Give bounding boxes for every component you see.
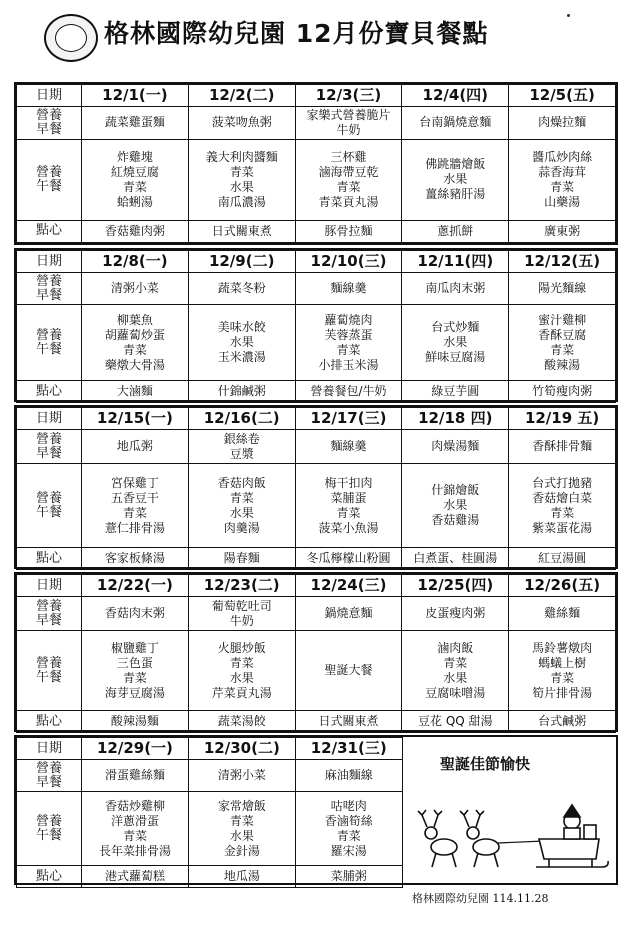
menu-line: 營養 bbox=[35, 431, 62, 447]
day-lunch bbox=[82, 631, 189, 711]
menu-line: 宮保雞丁 bbox=[110, 475, 159, 490]
day-breakfast bbox=[188, 597, 295, 631]
menu-line: 南瓜濃湯 bbox=[217, 194, 266, 209]
day-breakfast bbox=[295, 273, 402, 305]
week-block bbox=[14, 82, 618, 245]
reindeer-icon bbox=[418, 810, 457, 867]
day-lunch bbox=[295, 792, 402, 866]
day-breakfast bbox=[509, 430, 616, 464]
menu-line: 營養 bbox=[35, 273, 62, 289]
menu-line: 營養 bbox=[35, 813, 62, 829]
row-snack bbox=[17, 381, 616, 403]
week-block bbox=[14, 572, 618, 732]
menu-line: 美味水餃 bbox=[217, 320, 266, 334]
day-date: 12/31(三) bbox=[295, 738, 402, 760]
menu-line: 營養 bbox=[35, 760, 62, 776]
row-date bbox=[17, 85, 616, 107]
menu-line: 早餐 bbox=[35, 774, 62, 790]
day-lunch bbox=[82, 139, 189, 220]
page-title: 格林國際幼兒園 12月份寶貝餐點 bbox=[104, 19, 489, 48]
menu-line: 皮蛋瘦肉粥 bbox=[425, 606, 486, 620]
menu-line: 青菜 bbox=[122, 342, 147, 357]
day-date: 12/22(一) bbox=[82, 575, 189, 597]
menu-line: 鮮味豆腐湯 bbox=[425, 350, 486, 364]
menu-line: 麵線羹 bbox=[330, 281, 367, 295]
menu-line: 椒鹽雞丁 bbox=[110, 640, 159, 655]
menu-line: 蒜香海茸 bbox=[538, 164, 587, 179]
day-snack: 什錦鹹粥 bbox=[188, 381, 295, 403]
menu-line: 青菜 bbox=[550, 342, 575, 357]
row-label-snack: 點心 bbox=[17, 220, 82, 242]
day-snack: 港式蘿蔔糕 bbox=[82, 866, 189, 888]
menu-line: 菜脯蛋 bbox=[330, 490, 367, 505]
day-breakfast bbox=[82, 430, 189, 464]
day-breakfast bbox=[402, 273, 509, 305]
day-date: 12/9(二) bbox=[188, 251, 295, 273]
row-label-date: 日期 bbox=[17, 85, 82, 107]
day-date: 12/12(五) bbox=[509, 251, 616, 273]
row-date bbox=[17, 408, 616, 430]
row-label-breakfast bbox=[17, 597, 82, 631]
day-date: 12/18 四) bbox=[402, 408, 509, 430]
santa-sleigh-icon bbox=[536, 805, 608, 867]
day-lunch bbox=[509, 464, 616, 548]
menu-line: 營養 bbox=[35, 598, 62, 614]
menu-line: 咕咾肉 bbox=[330, 798, 367, 813]
day-date: 12/30(二) bbox=[188, 738, 295, 760]
menu-line: 青菜 bbox=[229, 813, 254, 828]
day-snack: 客家板條湯 bbox=[82, 548, 189, 570]
menu-line: 水果 bbox=[443, 335, 468, 349]
menu-line: 午餐 bbox=[35, 341, 62, 357]
row-date bbox=[17, 251, 616, 273]
menu-line: 地瓜粥 bbox=[116, 439, 153, 453]
day-date: 12/10(三) bbox=[295, 251, 402, 273]
week-block bbox=[14, 248, 618, 402]
day-lunch bbox=[402, 464, 509, 548]
day-date: 12/2(二) bbox=[188, 85, 295, 107]
menu-line: 南瓜肉末粥 bbox=[425, 281, 486, 295]
menu-line: 香菇肉末粥 bbox=[104, 606, 165, 620]
menu-line: 青菜 bbox=[122, 670, 147, 685]
week-menu-table bbox=[16, 407, 616, 570]
menu-line: 洋蔥滑蛋 bbox=[110, 813, 159, 828]
day-snack: 廣東粥 bbox=[509, 220, 616, 242]
menu-line: 蔬菜雞蛋麵 bbox=[104, 115, 165, 130]
row-label-snack: 點心 bbox=[17, 381, 82, 403]
footer-note: 格林國際幼兒園 114.11.28 bbox=[412, 892, 549, 905]
christmas-greeting: 聖誕佳節愉快 bbox=[440, 755, 531, 773]
menu-line: 早餐 bbox=[35, 612, 62, 628]
menu-line: 五香豆干 bbox=[110, 490, 159, 505]
day-date: 12/19 五) bbox=[509, 408, 616, 430]
menu-line: 滷肉飯 bbox=[437, 640, 474, 655]
day-lunch bbox=[295, 139, 402, 220]
day-breakfast bbox=[509, 273, 616, 305]
menu-line: 青菜 bbox=[229, 490, 254, 505]
day-breakfast bbox=[295, 430, 402, 464]
menu-line: 麵線羹 bbox=[330, 439, 367, 453]
menu-line: 紅燒豆腐 bbox=[110, 164, 159, 179]
day-snack: 陽春麵 bbox=[188, 548, 295, 570]
menu-line: 酸辣湯 bbox=[544, 357, 581, 372]
row-label-snack: 點心 bbox=[17, 548, 82, 570]
row-lunch bbox=[17, 305, 616, 381]
menu-line: 午餐 bbox=[35, 669, 62, 685]
row-snack bbox=[17, 548, 616, 570]
menu-line: 菠菜小魚湯 bbox=[318, 520, 379, 535]
day-date: 12/24(三) bbox=[295, 575, 402, 597]
menu-line: 馬鈴薯燉肉 bbox=[532, 640, 593, 655]
menu-line: 炸雞塊 bbox=[116, 149, 153, 164]
menu-line: 薑絲豬肝湯 bbox=[425, 187, 486, 202]
menu-line: 青菜貢丸湯 bbox=[318, 194, 379, 209]
menu-line: 水果 bbox=[443, 498, 468, 512]
row-label-date: 日期 bbox=[17, 575, 82, 597]
day-lunch bbox=[402, 139, 509, 220]
day-breakfast bbox=[82, 760, 189, 792]
menu-line: 玉米濃湯 bbox=[217, 350, 266, 364]
menu-line: 芙蓉蒸蛋 bbox=[324, 327, 373, 342]
day-lunch bbox=[509, 305, 616, 381]
menu-line: 梅干扣肉 bbox=[324, 475, 373, 490]
day-snack: 豚骨拉麵 bbox=[295, 220, 402, 242]
menu-line: 藥燉大骨湯 bbox=[104, 357, 165, 372]
menu-line: 早餐 bbox=[35, 121, 62, 137]
menu-line: 午餐 bbox=[35, 827, 62, 843]
day-snack: 冬瓜檸檬山粉圓 bbox=[295, 548, 402, 570]
menu-line: 青菜 bbox=[229, 164, 254, 179]
day-breakfast bbox=[82, 273, 189, 305]
day-lunch bbox=[82, 792, 189, 866]
menu-line: 家樂式營養脆片 bbox=[306, 107, 391, 122]
day-date: 12/11(四) bbox=[402, 251, 509, 273]
menu-line: 水果 bbox=[229, 828, 254, 843]
menu-line: 清粥小菜 bbox=[217, 768, 266, 782]
day-lunch bbox=[402, 631, 509, 711]
day-date: 12/26(五) bbox=[509, 575, 616, 597]
row-breakfast bbox=[17, 430, 616, 464]
day-breakfast bbox=[402, 107, 509, 139]
menu-line: 青菜 bbox=[122, 505, 147, 520]
row-label-lunch bbox=[17, 305, 82, 381]
row-breakfast bbox=[17, 273, 616, 305]
menu-line: 水果 bbox=[443, 172, 468, 187]
menu-line: 青菜 bbox=[336, 342, 361, 357]
day-breakfast bbox=[402, 597, 509, 631]
day-lunch bbox=[82, 305, 189, 381]
menu-line: 蘿蔔燒肉 bbox=[324, 312, 373, 327]
day-snack: 地瓜湯 bbox=[188, 866, 295, 888]
day-lunch bbox=[509, 139, 616, 220]
menu-line: 醬瓜炒肉絲 bbox=[532, 149, 593, 164]
week-menu-table bbox=[16, 84, 616, 243]
row-breakfast bbox=[17, 597, 616, 631]
menu-line: 營養 bbox=[35, 655, 62, 671]
menu-line: 蜜汁雞柳 bbox=[538, 312, 587, 327]
day-snack: 日式關東煮 bbox=[188, 220, 295, 242]
day-lunch bbox=[295, 631, 402, 711]
menu-line: 牛奶 bbox=[336, 122, 361, 137]
day-date: 12/23(二) bbox=[188, 575, 295, 597]
menu-line: 水果 bbox=[229, 179, 254, 194]
menu-line: 火腿炒飯 bbox=[217, 640, 266, 655]
menu-line: 金針湯 bbox=[223, 843, 260, 858]
menu-line: 銀絲卷 bbox=[223, 431, 260, 446]
day-breakfast bbox=[295, 597, 402, 631]
menu-line: 香酥排骨麵 bbox=[532, 439, 593, 453]
menu-line: 水果 bbox=[229, 335, 254, 349]
day-snack: 白煮蛋、桂圓湯 bbox=[402, 548, 509, 570]
day-date: 12/16(二) bbox=[188, 408, 295, 430]
day-date: 12/4(四) bbox=[402, 85, 509, 107]
day-lunch bbox=[188, 139, 295, 220]
day-breakfast bbox=[188, 273, 295, 305]
day-lunch bbox=[188, 631, 295, 711]
menu-line: 青菜 bbox=[336, 828, 361, 843]
day-snack: 蔥抓餅 bbox=[402, 220, 509, 242]
day-snack: 綠豆芋圓 bbox=[402, 381, 509, 403]
day-date: 12/3(三) bbox=[295, 85, 402, 107]
menu-line: 海芽豆腐湯 bbox=[104, 685, 165, 700]
menu-line: 麻油麵線 bbox=[324, 768, 373, 782]
menu-line: 豆漿 bbox=[229, 446, 254, 461]
day-lunch bbox=[82, 464, 189, 548]
day-lunch bbox=[402, 305, 509, 381]
menu-line: 青菜 bbox=[122, 179, 147, 194]
menu-line: 午餐 bbox=[35, 178, 62, 194]
day-date: 12/15(一) bbox=[82, 408, 189, 430]
menu-line: 青菜 bbox=[550, 179, 575, 194]
menu-line: 家常燴飯 bbox=[217, 798, 266, 813]
menu-line: 筍片排骨湯 bbox=[532, 685, 593, 700]
menu-line: 青菜 bbox=[550, 670, 575, 685]
day-snack: 大滷麵 bbox=[82, 381, 189, 403]
day-lunch bbox=[188, 464, 295, 548]
day-date: 12/17(三) bbox=[295, 408, 402, 430]
day-lunch bbox=[295, 305, 402, 381]
day-snack: 菜脯粥 bbox=[295, 866, 402, 888]
day-breakfast bbox=[188, 760, 295, 792]
menu-line: 蛤蜊湯 bbox=[116, 194, 153, 209]
row-label-breakfast bbox=[17, 273, 82, 305]
menu-line: 青菜 bbox=[443, 655, 468, 670]
menu-line: 義大利肉醬麵 bbox=[205, 149, 278, 164]
menu-line: 早餐 bbox=[35, 287, 62, 303]
menu-line: 三色蛋 bbox=[116, 655, 153, 670]
day-breakfast bbox=[402, 430, 509, 464]
menu-line: 陽光麵線 bbox=[538, 281, 587, 295]
menu-line: 青菜 bbox=[550, 505, 575, 520]
menu-line: 三杯雞 bbox=[330, 149, 367, 164]
row-label-breakfast bbox=[17, 430, 82, 464]
row-label-date: 日期 bbox=[17, 408, 82, 430]
menu-line: 菠菜吻魚粥 bbox=[211, 115, 272, 130]
day-date: 12/1(一) bbox=[82, 85, 189, 107]
menu-line: 肉羹湯 bbox=[223, 520, 260, 535]
day-snack: 香菇雞肉粥 bbox=[82, 220, 189, 242]
day-breakfast bbox=[509, 107, 616, 139]
menu-line: 山藥湯 bbox=[544, 194, 581, 209]
day-breakfast bbox=[82, 597, 189, 631]
menu-line: 佛跳牆燴飯 bbox=[425, 157, 486, 172]
kindergarten-logo-icon bbox=[44, 14, 98, 62]
menu-line: 水果 bbox=[443, 670, 468, 685]
menu-line: 營養 bbox=[35, 327, 62, 343]
christmas-sleigh-illustration-icon bbox=[414, 795, 614, 875]
menu-line: 青菜 bbox=[336, 179, 361, 194]
day-lunch bbox=[509, 631, 616, 711]
menu-line: 柳葉魚 bbox=[116, 312, 153, 327]
day-snack: 紅豆湯圓 bbox=[509, 548, 616, 570]
menu-line: 雞絲麵 bbox=[544, 606, 581, 620]
day-snack: 蔬菜湯餃 bbox=[188, 711, 295, 733]
day-breakfast bbox=[188, 107, 295, 139]
day-snack: 酸辣湯麵 bbox=[82, 711, 189, 733]
day-snack: 竹筍瘦肉粥 bbox=[509, 381, 616, 403]
menu-line: 營養 bbox=[35, 164, 62, 180]
row-breakfast bbox=[17, 107, 616, 139]
row-label-lunch bbox=[17, 631, 82, 711]
row-label-breakfast bbox=[17, 107, 82, 139]
row-date bbox=[17, 575, 616, 597]
week-menu-table bbox=[16, 250, 616, 403]
menu-line: 青菜 bbox=[229, 655, 254, 670]
menu-line: 芹菜貢丸湯 bbox=[211, 685, 272, 700]
menu-line: 青菜 bbox=[336, 505, 361, 520]
menu-line: 香菇雞湯 bbox=[431, 513, 480, 527]
row-label-lunch bbox=[17, 139, 82, 220]
week-menu-table bbox=[16, 574, 616, 733]
menu-line: 營養 bbox=[35, 107, 62, 123]
day-breakfast bbox=[295, 760, 402, 792]
menu-line: 台式炒麵 bbox=[431, 320, 480, 334]
row-lunch bbox=[17, 139, 616, 220]
menu-line: 薏仁排骨湯 bbox=[104, 520, 165, 535]
day-breakfast bbox=[295, 107, 402, 139]
menu-line: 滷海帶豆乾 bbox=[318, 164, 379, 179]
menu-line: 葡萄乾吐司 bbox=[211, 598, 272, 613]
menu-line: 清粥小菜 bbox=[110, 281, 159, 295]
menu-line: 滑蛋雞絲麵 bbox=[104, 768, 165, 782]
row-label-lunch bbox=[17, 464, 82, 548]
row-lunch bbox=[17, 464, 616, 548]
menu-line: 午餐 bbox=[35, 504, 62, 520]
reindeer-icon bbox=[460, 810, 499, 867]
menu-line: 台式打拋豬 bbox=[532, 475, 593, 490]
row-label-breakfast bbox=[17, 760, 82, 792]
day-snack: 豆花 QQ 甜湯 bbox=[402, 711, 509, 733]
day-breakfast bbox=[509, 597, 616, 631]
row-label-snack: 點心 bbox=[17, 711, 82, 733]
menu-line: 水果 bbox=[229, 670, 254, 685]
menu-line: 香菇炒雞柳 bbox=[104, 798, 165, 813]
week-block bbox=[14, 405, 618, 569]
day-lunch bbox=[188, 792, 295, 866]
menu-line: 胡蘿蔔炒蛋 bbox=[104, 327, 165, 342]
row-label-date: 日期 bbox=[17, 738, 82, 760]
day-date: 12/29(一) bbox=[82, 738, 189, 760]
menu-line: 台南鍋燒意麵 bbox=[419, 115, 492, 130]
day-lunch bbox=[295, 464, 402, 548]
menu-line: 香菇燴白菜 bbox=[532, 490, 593, 505]
menu-line: 香菇肉飯 bbox=[217, 475, 266, 490]
menu-line: 蔬菜冬粉 bbox=[217, 281, 266, 295]
menu-line: 羅宋湯 bbox=[330, 843, 367, 858]
day-breakfast bbox=[188, 430, 295, 464]
menu-line: 營養 bbox=[35, 490, 62, 506]
day-lunch bbox=[188, 305, 295, 381]
menu-line: 什錦燴飯 bbox=[431, 483, 480, 497]
row-label-date: 日期 bbox=[17, 251, 82, 273]
menu-line: 鍋燒意麵 bbox=[324, 606, 373, 620]
menu-line: 香酥豆腐 bbox=[538, 327, 587, 342]
day-date: 12/8(一) bbox=[82, 251, 189, 273]
row-snack bbox=[17, 220, 616, 242]
day-snack: 營養餐包/牛奶 bbox=[295, 381, 402, 403]
row-lunch bbox=[17, 631, 616, 711]
day-date: 12/25(四) bbox=[402, 575, 509, 597]
row-snack bbox=[17, 711, 616, 733]
day-date: 12/5(五) bbox=[509, 85, 616, 107]
menu-line: 肉燥拉麵 bbox=[538, 115, 587, 130]
menu-line: 肉燥湯麵 bbox=[431, 439, 480, 453]
menu-line: 青菜 bbox=[122, 828, 147, 843]
menu-line: 香滷筍絲 bbox=[324, 813, 373, 828]
menu-line: 早餐 bbox=[35, 445, 62, 461]
menu-line: 聖誕大餐 bbox=[324, 663, 373, 677]
menu-line: 長年菜排骨湯 bbox=[98, 843, 171, 858]
menu-line: 小排玉米湯 bbox=[318, 357, 379, 372]
menu-line: 螞蟻上樹 bbox=[538, 655, 587, 670]
day-snack: 台式鹹粥 bbox=[509, 711, 616, 733]
day-breakfast bbox=[82, 107, 189, 139]
menu-line: 水果 bbox=[229, 505, 254, 520]
day-snack: 日式關東煮 bbox=[295, 711, 402, 733]
menu-line: 牛奶 bbox=[229, 613, 254, 628]
row-label-lunch bbox=[17, 792, 82, 866]
speck-mark bbox=[567, 14, 570, 17]
row-label-snack: 點心 bbox=[17, 866, 82, 888]
page-header bbox=[0, 0, 628, 72]
menu-line: 紫菜蛋花湯 bbox=[532, 520, 593, 535]
menu-line: 豆腐味噌湯 bbox=[425, 685, 486, 700]
